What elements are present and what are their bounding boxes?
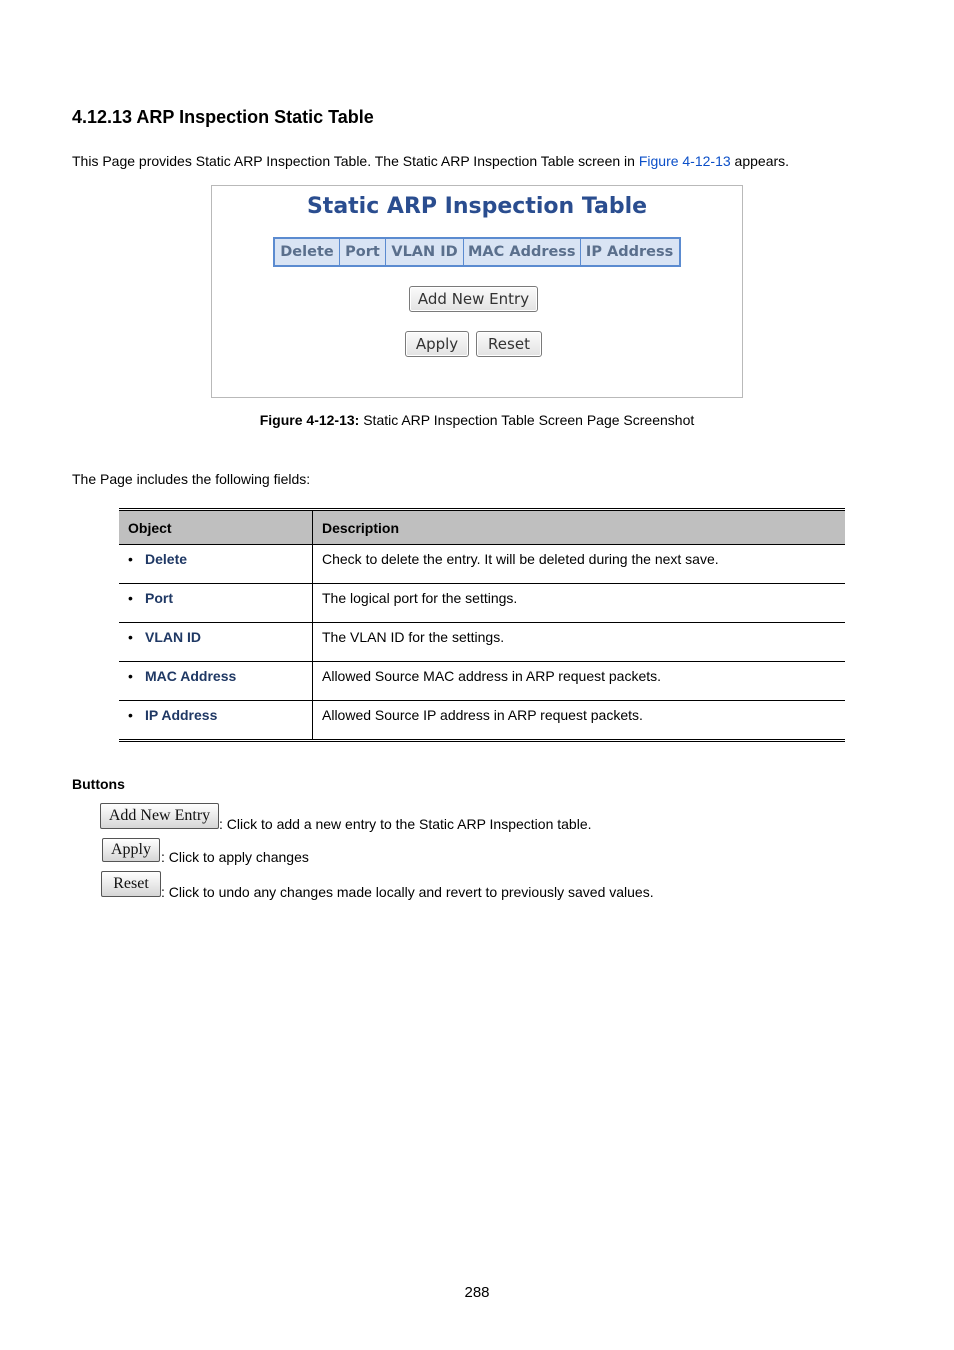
reset-button[interactable]: Reset <box>476 331 542 357</box>
static-arp-table <box>273 237 681 267</box>
column-mac-address: MAC Address <box>464 238 581 266</box>
add-new-entry-description: : Click to add a new entry to the Static ARP Inspection table. <box>219 816 592 832</box>
screenshot-title: Static ARP Inspection Table <box>306 194 648 219</box>
apply-sample-button[interactable]: Apply <box>102 838 160 862</box>
buttons-heading: Buttons <box>72 776 125 792</box>
bullet-icon: • <box>128 551 133 567</box>
row-object: VLAN ID <box>145 629 201 645</box>
row-object: MAC Address <box>145 668 237 684</box>
table-row <box>119 584 845 623</box>
reset-sample-button[interactable]: Reset <box>101 871 161 897</box>
figure-link[interactable]: Figure 4-12-13 <box>638 153 731 169</box>
bullet-icon: • <box>128 590 133 606</box>
row-description: The logical port for the settings. <box>313 584 846 623</box>
row-object: IP Address <box>145 707 218 723</box>
add-new-entry-button[interactable]: Add New Entry <box>409 286 538 312</box>
row-description: Allowed Source IP address in ARP request packets. <box>313 701 846 741</box>
column-ip-address: IP Address <box>580 238 680 266</box>
caption-text: Static ARP Inspection Table Screen Page Screenshot <box>359 412 695 428</box>
bullet-icon: • <box>128 629 133 645</box>
bullet-icon: • <box>128 707 133 723</box>
fields-intro: The Page includes the following fields: <box>72 471 311 487</box>
section-title: 4.12.13 ARP Inspection Static Table <box>72 107 374 127</box>
page-number: 288 <box>464 1284 490 1301</box>
reset-description: : Click to undo any changes made locally and revert to previously saved values. <box>161 884 654 900</box>
header-description: Description <box>313 510 846 545</box>
column-delete: Delete <box>274 238 340 266</box>
table-row <box>119 701 845 741</box>
table-row <box>119 623 845 662</box>
apply-description: : Click to apply changes <box>161 849 309 865</box>
apply-button[interactable]: Apply <box>405 331 469 357</box>
intro-text: This Page provides Static ARP Inspection Table. The Static ARP Inspection Table screen in <box>72 153 639 169</box>
header-object: Object <box>119 510 313 545</box>
column-vlan-id: VLAN ID <box>386 238 464 266</box>
row-description: The VLAN ID for the settings. <box>313 623 846 662</box>
bullet-icon: • <box>128 668 133 684</box>
row-description: Allowed Source MAC address in ARP request packets. <box>313 662 846 701</box>
figure-caption <box>0 412 954 428</box>
column-port: Port <box>340 238 386 266</box>
screenshot-figure <box>211 185 743 398</box>
caption-label: Figure 4-12-13: <box>259 412 360 428</box>
fields-table-header <box>119 510 845 545</box>
row-object: Port <box>145 590 173 606</box>
row-object: Delete <box>145 551 188 567</box>
intro-paragraph <box>72 153 789 169</box>
table-row <box>119 545 845 584</box>
row-description: Check to delete the entry. It will be deleted during the next save. <box>313 545 846 584</box>
intro-text-end: appears. <box>730 153 790 169</box>
add-new-entry-sample-button[interactable]: Add New Entry <box>100 803 219 829</box>
fields-table <box>119 508 845 742</box>
table-row <box>119 662 845 701</box>
